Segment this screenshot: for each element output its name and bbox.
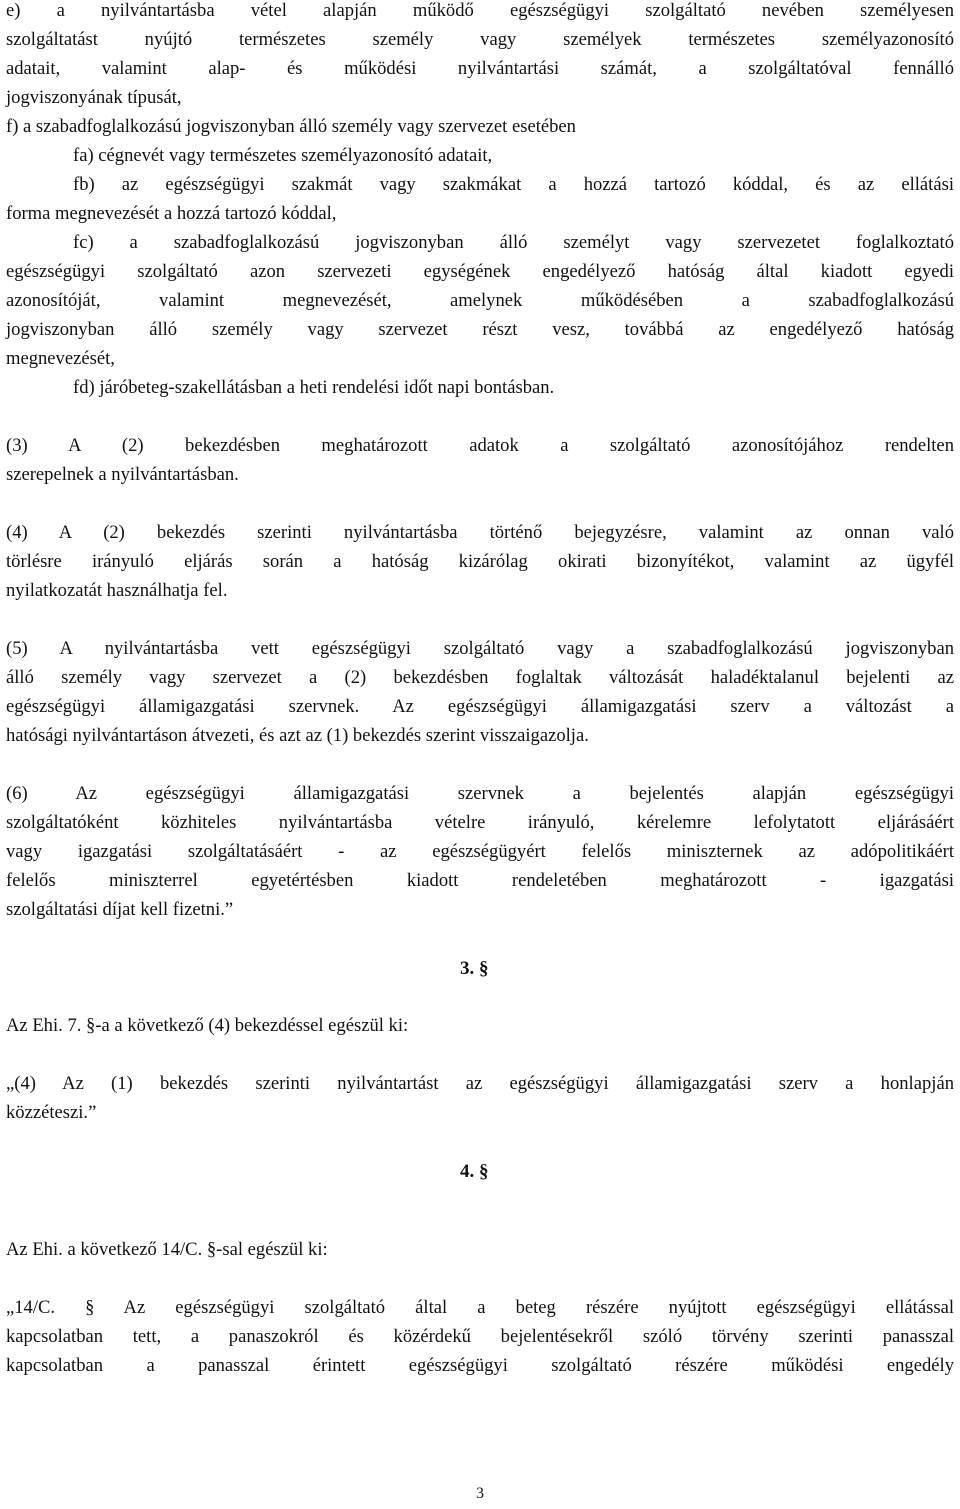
- text-line: szerepelnek a nyilvántartásban.: [6, 464, 239, 485]
- text-line: kapcsolatban tett, a panaszokról és közérdekű bejelentésekről szóló törvény szerinti panasszal: [6, 1326, 954, 1347]
- text-line: (5) A nyilvántartásba vett egészségügyi szolgáltató vagy a szabadfoglalkozású jogviszonyban: [6, 638, 954, 659]
- text-line: fc) a szabadfoglalkozású jogviszonyban álló személyt vagy szervezetet foglalkoztató: [73, 232, 954, 253]
- text-line: szolgáltatási díjat kell fizetni.”: [6, 899, 234, 920]
- text-line: törlésre irányuló eljárás során a hatóság kizárólag okirati bizonyítékot, valamint az ügyfél: [6, 551, 954, 572]
- text-line: egészségügyi államigazgatási szervnek. Az egészségügyi államigazgatási szerv a változást a: [6, 696, 954, 717]
- text-line: Az Ehi. a következő 14/C. §-sal egészül ki:: [6, 1239, 328, 1260]
- text-line: adatait, valamint alap- és működési nyilvántartási számát, a szolgáltatóval fennálló: [6, 58, 954, 79]
- text-line: (6) Az egészségügyi államigazgatási szervnek a bejelentés alapján egészségügyi: [6, 783, 954, 804]
- text-line: e) a nyilvántartásba vétel alapján működő egészségügyi szolgáltató nevében személyesen: [6, 0, 954, 21]
- text-line: f) a szabadfoglalkozású jogviszonyban álló személy vagy szervezet esetében: [6, 116, 576, 137]
- text-line: fd) járóbeteg-szakellátásban a heti rendelési időt napi bontásban.: [73, 377, 555, 398]
- text-line: nyilatkozatát használhatja fel.: [6, 580, 228, 601]
- text-line: hatósági nyilvántartáson átvezeti, és azt az (1) bekezdés szerint visszaigazolja.: [6, 725, 589, 746]
- text-line: fb) az egészségügyi szakmát vagy szakmákat a hozzá tartozó kóddal, és az ellátási: [73, 174, 954, 195]
- text-line: forma megnevezését a hozzá tartozó kóddal,: [6, 203, 337, 224]
- text-line: (4) A (2) bekezdés szerinti nyilvántartásba történő bejegyzésre, valamint az onnan való: [6, 522, 954, 543]
- text-line: közzéteszi.”: [6, 1102, 97, 1123]
- text-line: szolgáltatást nyújtó természetes személy vagy személyek természetes személyazonosító: [6, 29, 954, 50]
- text-line: szolgáltatóként közhiteles nyilvántartásba vételre irányuló, kérelemre lefolytatott eljárásáért: [6, 812, 954, 833]
- text-line: felelős miniszterrel egyetértésben kiadott rendeletében meghatározott - igazgatási: [6, 870, 954, 891]
- text-line: álló személy vagy szervezet a (2) bekezdésben foglaltak változását haladéktalanul bejelenti az: [6, 667, 954, 688]
- text-line: jogviszonyban álló személy vagy szervezet részt vesz, továbbá az engedélyező hatóság: [6, 319, 954, 340]
- text-line: kapcsolatban a panasszal érintett egészségügyi szolgáltató részére működési engedély: [6, 1355, 954, 1376]
- text-line: fa) cégnevét vagy természetes személyazonosító adatait,: [73, 145, 493, 166]
- text-line: Az Ehi. 7. §-a a következő (4) bekezdéssel egészül ki:: [6, 1015, 409, 1036]
- page-number: 3: [476, 1485, 484, 1502]
- text-line: egészségügyi szolgáltató azon szervezeti egységének engedélyező hatóság által kiadott egyedi: [6, 261, 954, 282]
- text-line: jogviszonyának típusát,: [6, 87, 182, 108]
- text-line: (3) A (2) bekezdésben meghatározott adatok a szolgáltató azonosítójához rendelten: [6, 435, 954, 456]
- text-line: vagy igazgatási szolgáltatásáért - az egészségügyért felelős miniszternek az adópolitikáért: [6, 841, 954, 862]
- section-heading: 3. §: [460, 958, 489, 979]
- section-heading: 4. §: [460, 1161, 489, 1182]
- text-line: megnevezését,: [6, 348, 115, 369]
- text-line: azonosítóját, valamint megnevezését, amelynek működésében a szabadfoglalkozású: [6, 290, 954, 311]
- text-line: „14/C. § Az egészségügyi szolgáltató által a beteg részére nyújtott egészségügyi ellátással: [6, 1297, 954, 1318]
- text-line: „(4) Az (1) bekezdés szerinti nyilvántartást az egészségügyi államigazgatási szerv a honlapján: [6, 1073, 954, 1094]
